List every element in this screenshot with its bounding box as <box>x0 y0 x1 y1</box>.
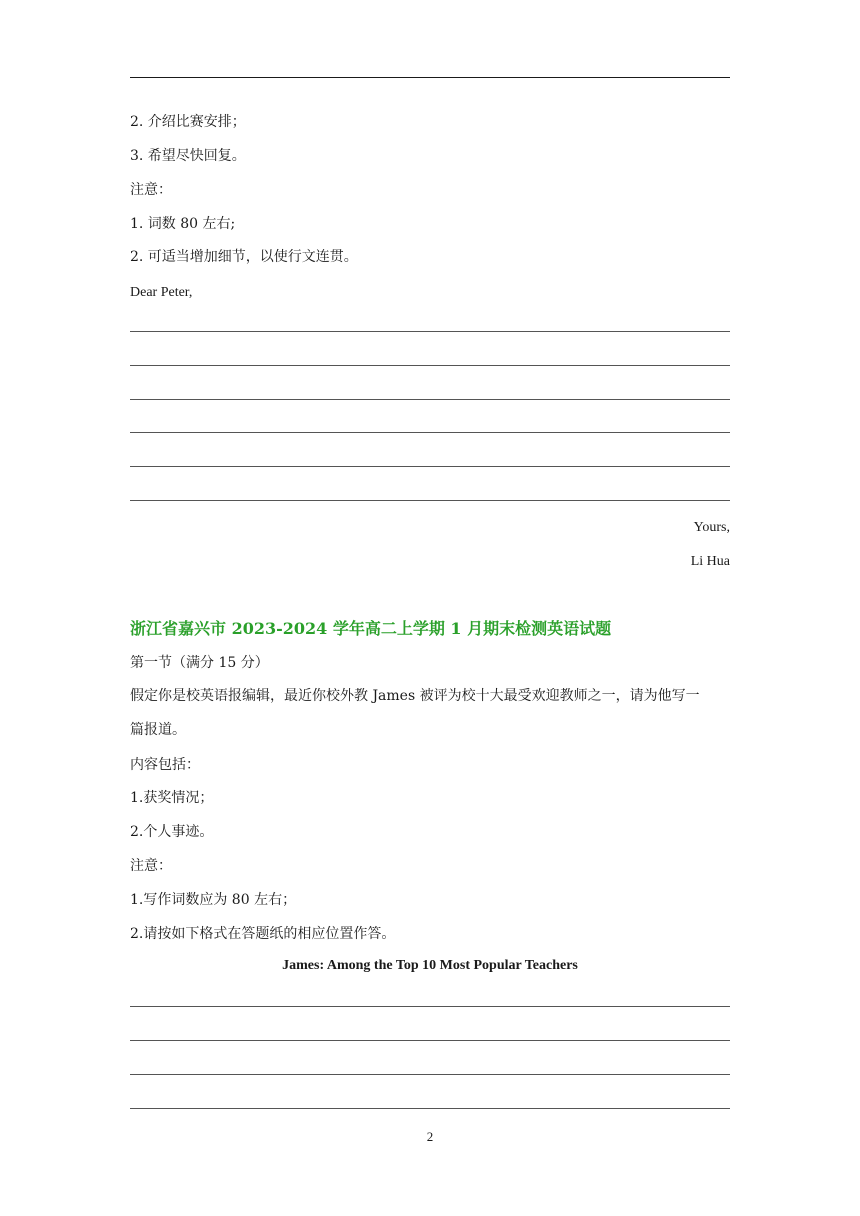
note-label: 注意： <box>130 182 172 198</box>
answer-line <box>130 1074 730 1075</box>
page-number: 2 <box>426 1129 434 1144</box>
header-rule <box>130 77 730 78</box>
note-label: 注意： <box>130 858 172 874</box>
signature: Li Hua <box>690 554 730 569</box>
content-item: 2.个人事迹。 <box>130 824 214 840</box>
content-label: 内容包括： <box>130 757 200 773</box>
answer-line <box>130 466 730 467</box>
closing: Yours, <box>693 520 730 535</box>
answer-line <box>130 432 730 433</box>
note-item: 2.请按如下格式在答题纸的相应位置作答。 <box>130 926 396 942</box>
answer-line <box>130 500 730 501</box>
answer-line <box>130 1108 730 1109</box>
part-label: 第一节（满分 15 分） <box>130 655 269 671</box>
essay-title: James: Among the Top 10 Most Popular Teachers <box>282 958 578 973</box>
note-item: 1. 词数 80 左右; <box>130 216 236 232</box>
answer-line <box>130 365 730 366</box>
requirement-item: 2. 介绍比赛安排； <box>130 114 246 130</box>
answer-line <box>130 1040 730 1041</box>
prompt-text: 篇报道。 <box>130 722 186 738</box>
content-item: 1.获奖情况； <box>130 790 214 806</box>
salutation: Dear Peter, <box>130 285 193 300</box>
answer-line <box>130 1006 730 1007</box>
requirement-item: 3. 希望尽快回复。 <box>130 148 246 164</box>
prompt-text: 假定你是校英语报编辑，最近你校外教 James 被评为校十大最受欢迎教师之一，请为他写一 <box>130 688 700 704</box>
note-item: 1.写作词数应为 80 左右； <box>130 892 297 908</box>
note-item: 2. 可适当增加细节，以使行文连贯。 <box>130 249 358 265</box>
answer-line <box>130 331 730 332</box>
answer-line <box>130 399 730 400</box>
exam-title: 浙江省嘉兴市 2023-2024 学年高二上学期 1 月期末检测英语试题 <box>130 619 612 638</box>
